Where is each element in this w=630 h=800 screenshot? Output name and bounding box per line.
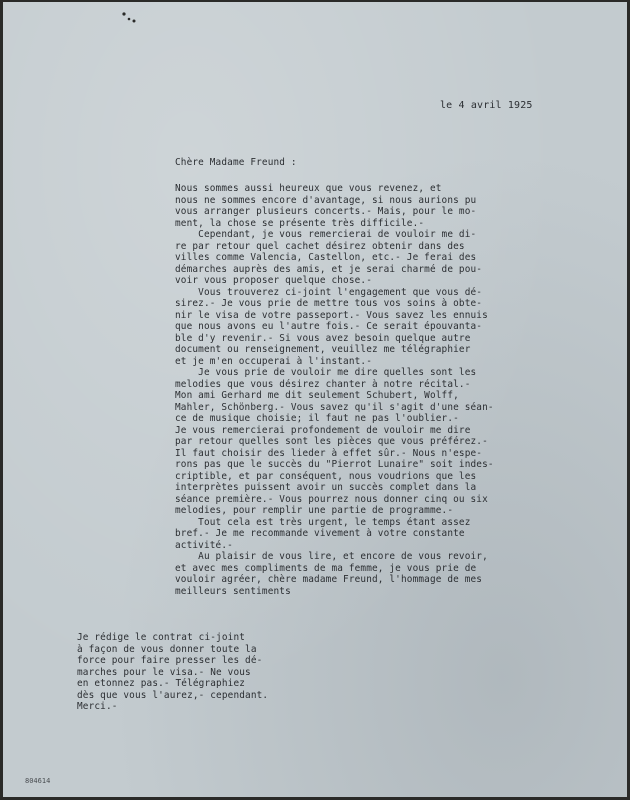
punch-marks-icon <box>121 10 137 24</box>
letter-body: Nous sommes aussi heureux que vous revenez, et nous ne sommes encore d'avantage, si nous aurions pu vous arranger plusieurs concerts.- Mais, pour le mo- ment, la chose se présente très difficile.- Cependant, je vous remercierai de vouloir me di- re par retour quel cachet désirez obtenir dans des villes comme Valencia, Castellon, etc.- Je ferai des démarches auprès des amis, et je serai charmé de pou- voir vous proposer quelque chose.- Vous trouverez ci-joint l'engagement que vous dé- sirez.- Je vous prie de mettre tous vos soins à obte- nir le visa de votre passeport.- Vous savez les ennuis que nous avons eu l'autre fois.- Ce serait épouvanta- ble d'y revenir.- Si vous avez besoin quelque autre document ou renseignement, veuillez me télégraphier et je m'en occuperai à l'instant.- Je vous prie de vouloir me dire quelles sont les melodies que vous désirez chanter à notre récital.- Mon ami Gerhard me dit seulement Schubert, Wolff, Mahler, Schönberg.- Vous savez qu'il s'agit d'une séan- ce de musique choisie; il faut ne pas l'oublier.- Je vous remercierai profondement de vouloir me dire par retour quelles sont les pièces que vous préférez.- Il faut choisir des lieder à effet sûr.- Nous n'espe- rons pas que le succès du "Pierrot Lunaire" soit indes- criptible, et par conséquent, nous voudrions que les interprètes puissent avoir un succès complet dans la séance première.- Vous pourrez nous donner cinq ou six melodies, pour remplir une partie de programme.- Tout cela est très urgent, le temps étant assez bref.- Je me recommande vivement à votre constante activité.- Au plaisir de vous lire, et encore de vous revoir, et avec mes compliments de ma femme, je vous prie de vouloir agréer, chère madame Freund, l'hommage de mes meilleurs sentiments <box>175 183 494 597</box>
letter-date: le 4 avril 1925 <box>440 100 533 111</box>
archive-number: 804614 <box>25 777 51 785</box>
letter-postscript: Je rédige le contrat ci-joint à façon de vous donner toute la force pour faire presser les dé- marches pour le visa.- Ne vous en etonnez pas.- Télégraphiez dès que vous l'aurez,- cependant. Merci.- <box>77 632 269 712</box>
letter-greeting: Chère Madame Freund : <box>175 157 297 168</box>
